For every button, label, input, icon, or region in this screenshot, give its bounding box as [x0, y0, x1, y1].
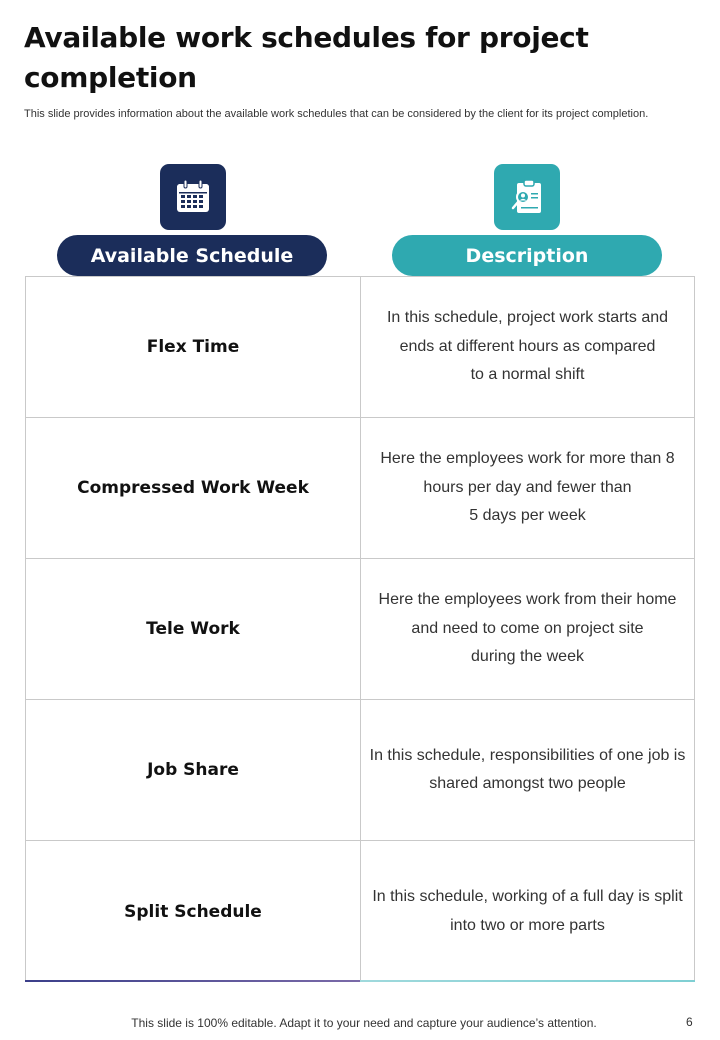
schedule-name: Tele Work — [26, 559, 361, 699]
description-line: Here the employees work from their home — [378, 591, 677, 609]
description-line: to a normal shift — [470, 366, 585, 384]
schedule-name: Job Share — [26, 700, 361, 840]
header-description: Description — [392, 235, 662, 276]
page-number: 6 — [686, 1015, 693, 1029]
schedule-description — [361, 841, 694, 982]
page-subtitle: This slide provides information about the available work schedules that can be considered by the client for its project completion. — [24, 108, 649, 120]
description-line: during the week — [471, 648, 584, 666]
description-line: In this schedule, responsibilities of one job is — [369, 746, 686, 764]
table-row — [26, 418, 694, 559]
schedule-description — [361, 277, 694, 417]
header-available-schedule: Available Schedule — [57, 235, 327, 276]
description-line: ends at different hours as compared — [399, 337, 656, 355]
table-row — [26, 559, 694, 700]
schedule-description — [361, 559, 694, 699]
table-row — [26, 277, 694, 418]
description-line: In this schedule, working of a full day is split — [372, 888, 683, 905]
schedule-description — [361, 700, 694, 840]
table-row — [26, 841, 694, 982]
description-line: 5 days per week — [469, 507, 586, 525]
footer-note: This slide is 100% editable. Adapt it to your need and capture your audience’s attention. — [131, 1016, 597, 1030]
page-title: Available work schedules for project completion — [24, 21, 589, 94]
schedule-description — [361, 418, 694, 558]
schedule-name: Compressed Work Week — [26, 418, 361, 558]
description-line: hours per day and fewer than — [423, 478, 632, 496]
description-line: shared amongst two people — [429, 775, 626, 792]
clipboard-profile-icon — [494, 164, 560, 230]
description-line: into two or more parts — [450, 916, 605, 934]
table-bottom-accent-left — [25, 980, 360, 982]
description-line: Here the employees work for more than 8 — [380, 450, 675, 468]
description-line: and need to come on project site — [411, 619, 644, 637]
schedule-name: Flex Time — [26, 277, 361, 417]
description-line: In this schedule, project work starts and — [386, 309, 669, 327]
table-bottom-accent-right — [360, 980, 695, 982]
schedule-name: Split Schedule — [26, 841, 361, 982]
calendar-icon — [160, 164, 226, 230]
table-row — [26, 700, 694, 841]
schedule-table — [25, 276, 695, 982]
